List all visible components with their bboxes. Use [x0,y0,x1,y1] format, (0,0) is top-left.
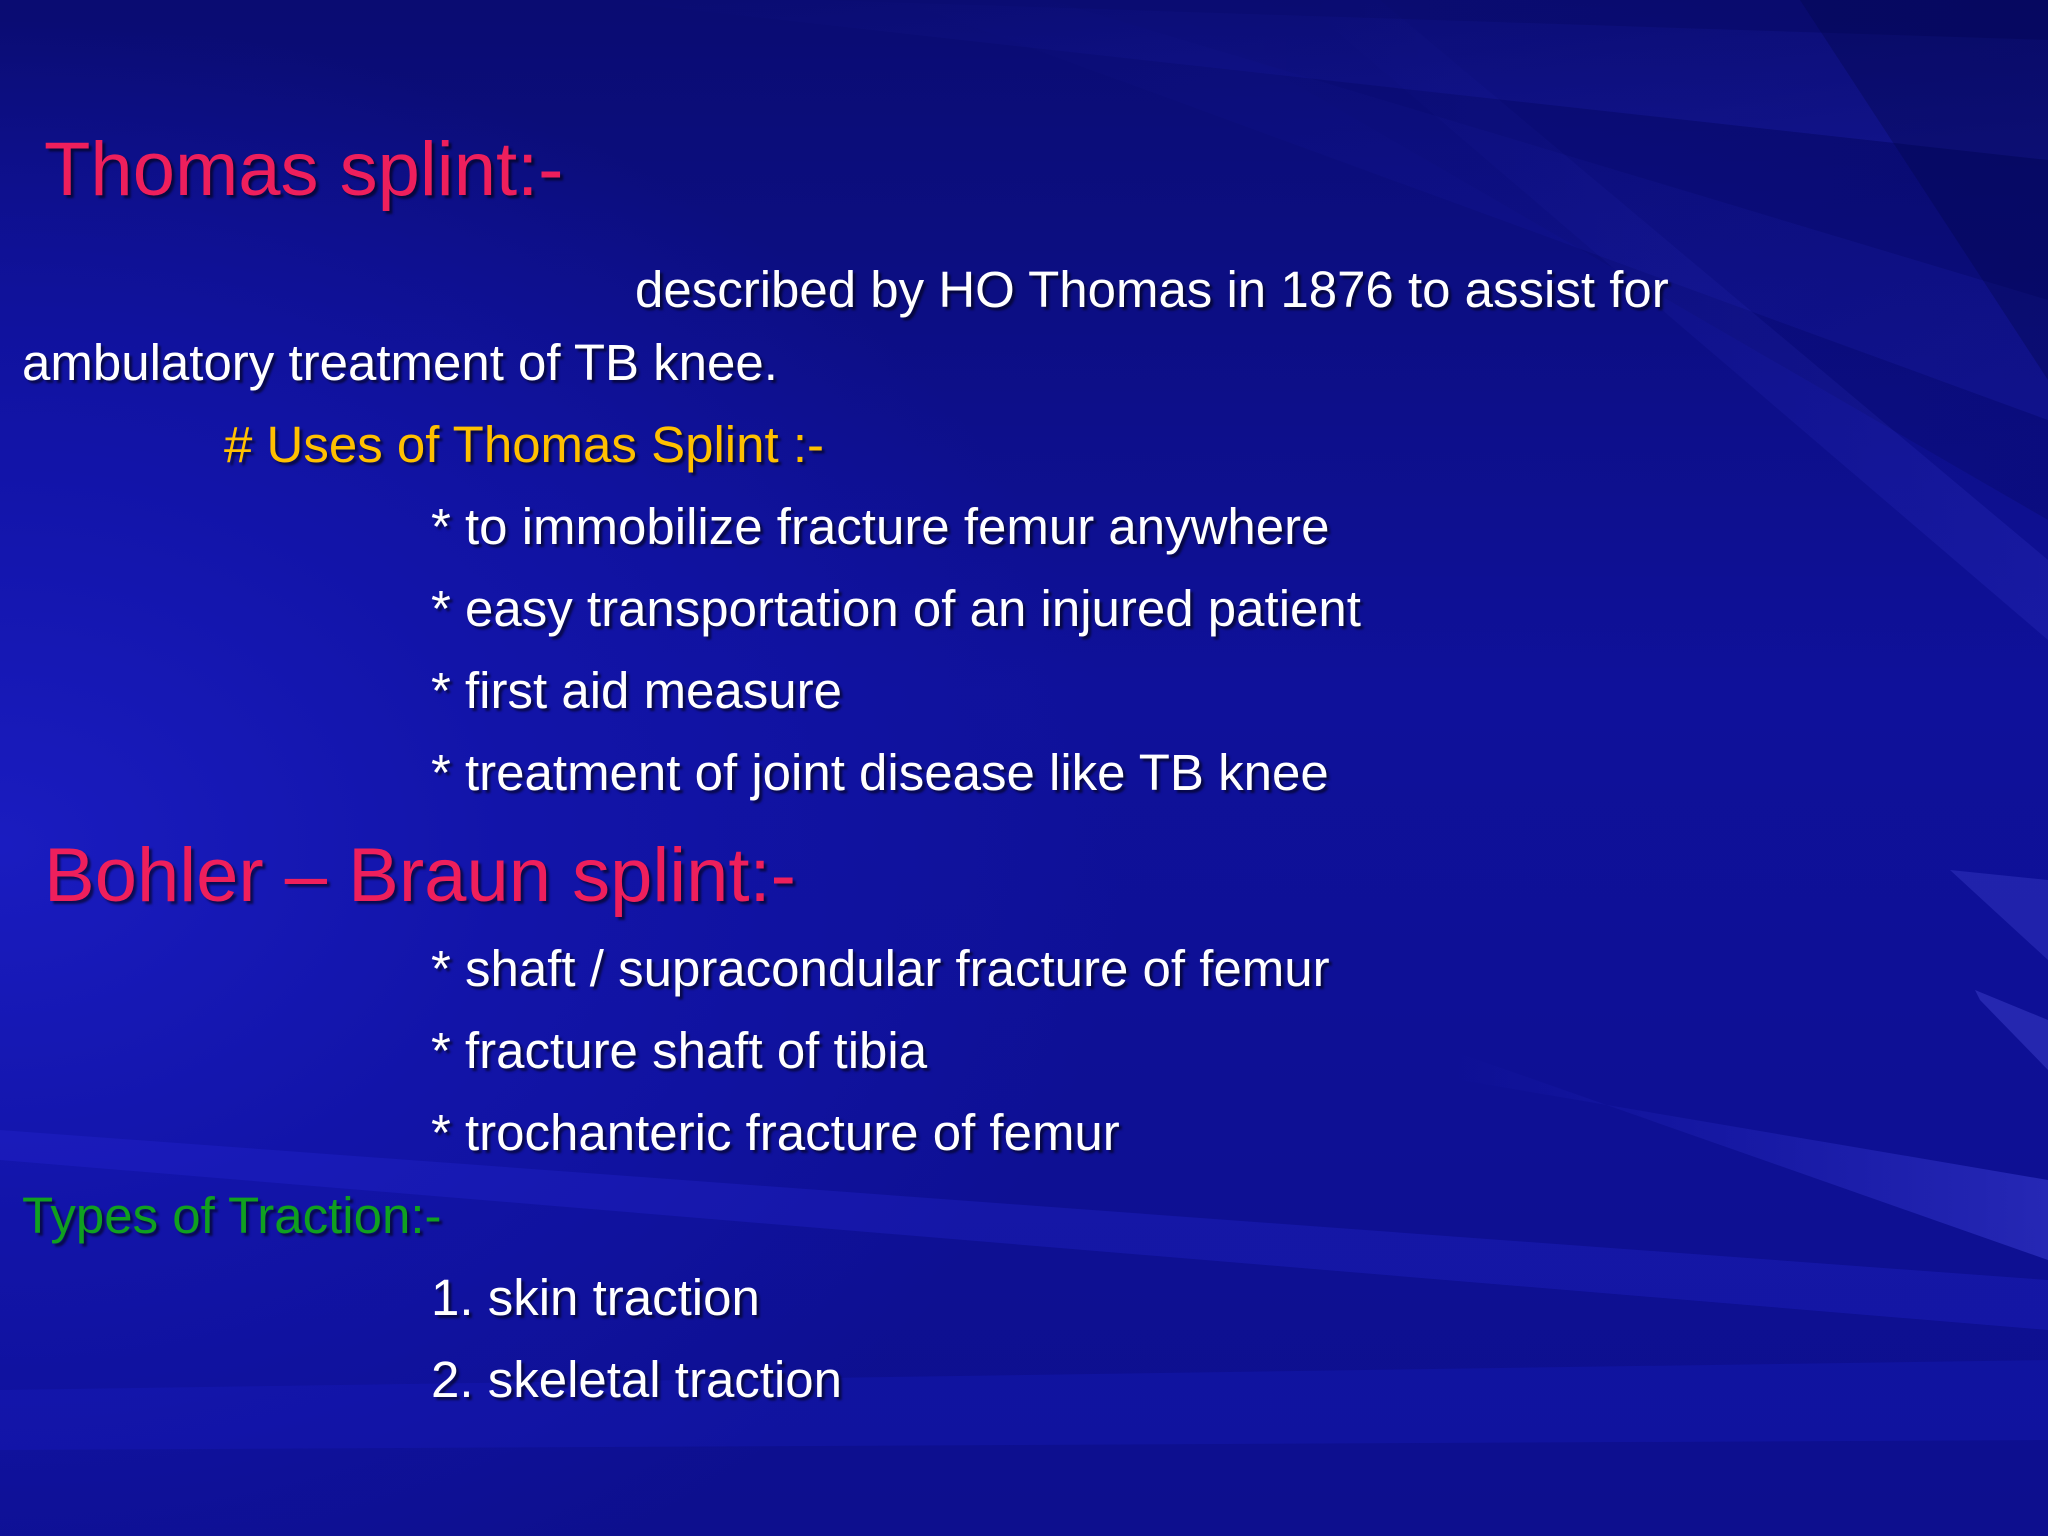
bohler-braun-heading: Bohler – Braun splint:- [44,833,796,918]
traction-heading: Types of Traction:- [22,1187,442,1244]
thomas-description-line2: ambulatory treatment of TB knee. [22,334,778,391]
uses-item: * to immobilize fracture femur anywhere [431,498,1330,555]
uses-heading: # Uses of Thomas Splint :- [224,416,824,473]
uses-item: * easy transportation of an injured patient [431,580,1361,637]
bohler-item: * fracture shaft of tibia [431,1022,928,1079]
bohler-item: * trochanteric fracture of femur [431,1104,1120,1161]
thomas-description-line1: described by HO Thomas in 1876 to assist for [635,261,1669,318]
uses-item: * treatment of joint disease like TB knee [431,744,1329,801]
uses-item: * first aid measure [431,662,842,719]
traction-item: 1. skin traction [431,1269,760,1326]
thomas-splint-heading: Thomas splint:- [44,127,564,212]
bohler-item: * shaft / supracondular fracture of femur [431,940,1330,997]
traction-item: 2. skeletal traction [431,1351,843,1408]
